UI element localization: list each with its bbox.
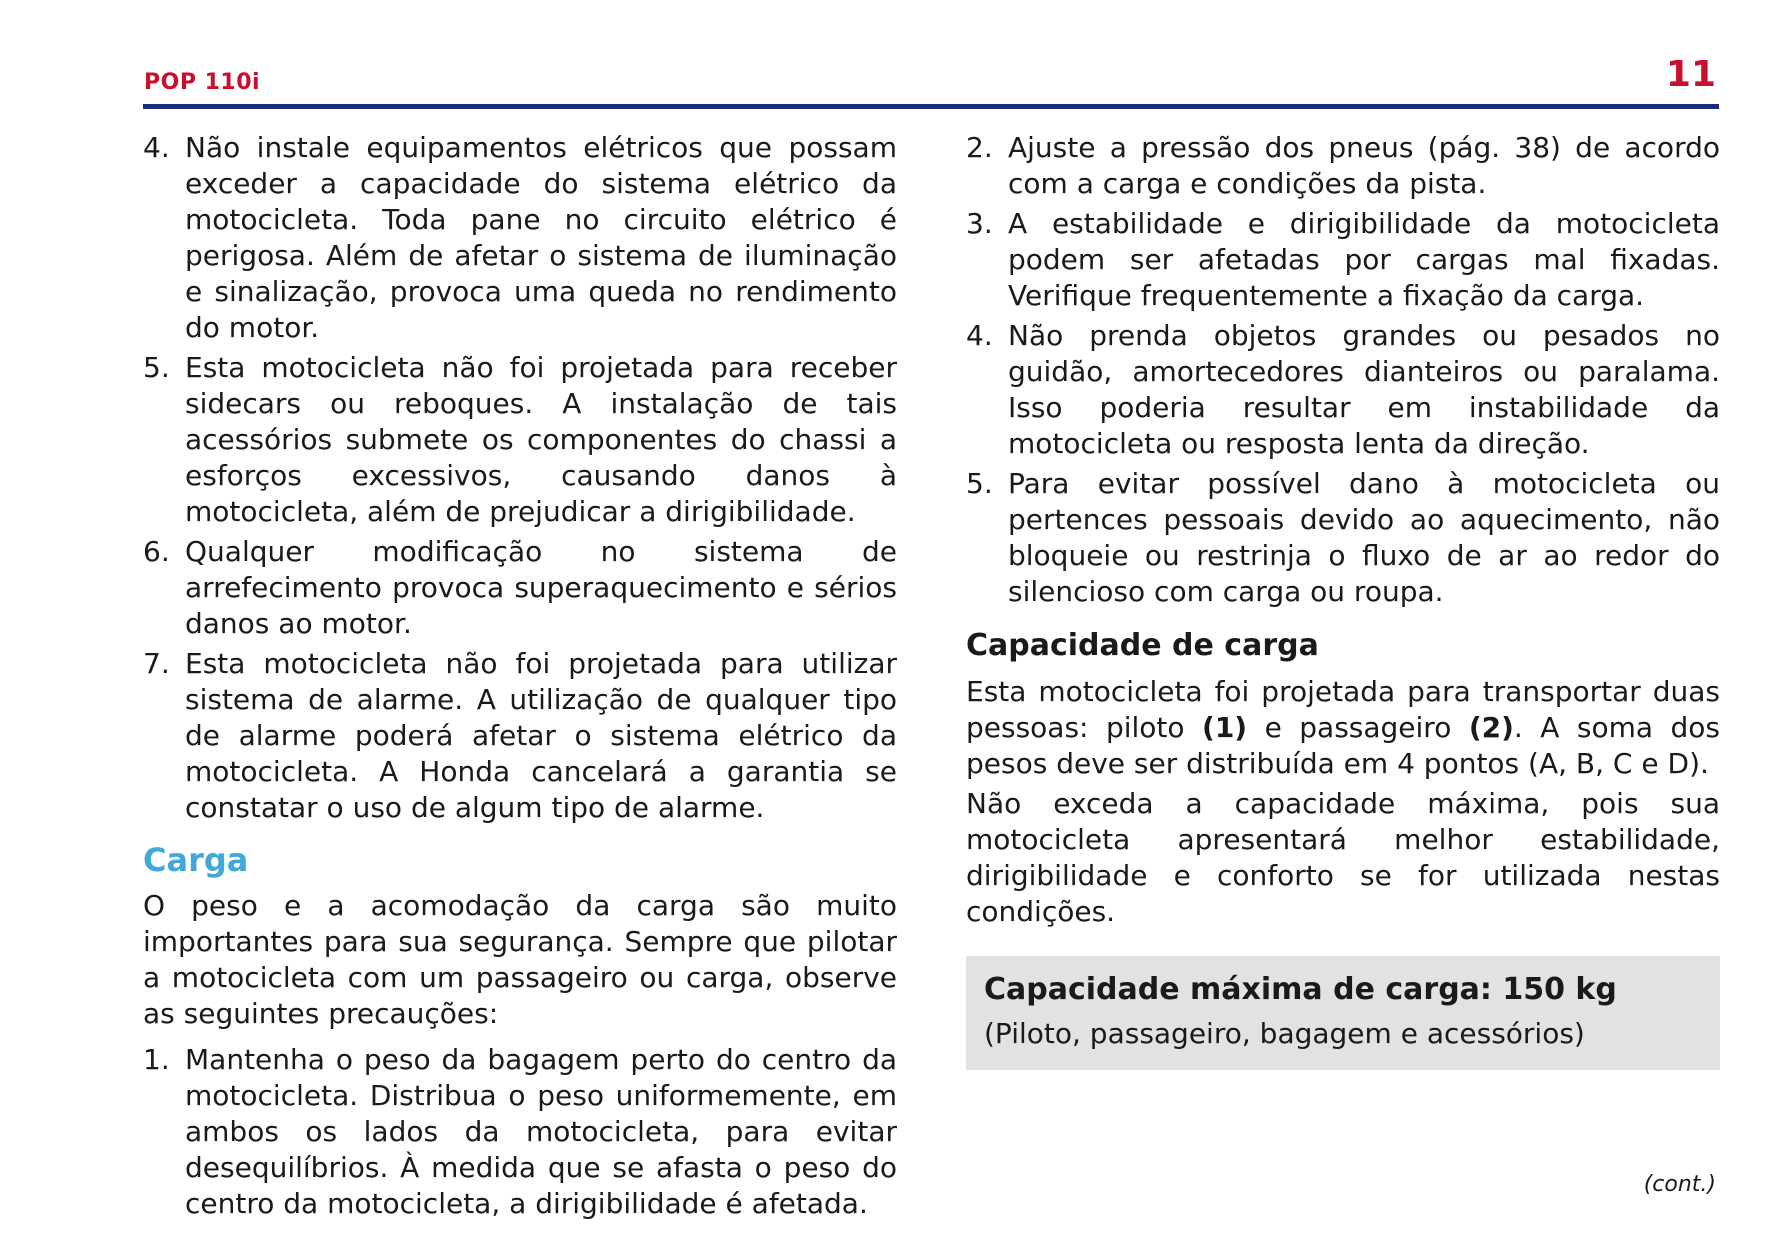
model-name: POP 110i (144, 70, 261, 95)
max-load-title: Capacidade máxima de carga: 150 kg (984, 972, 1617, 1007)
item-number: 1. (143, 1043, 170, 1076)
precautions-list-bottom (143, 1042, 897, 1222)
item-text: Para evitar possível dano à motocicleta ou pertences pessoais devido ao aquecimento, não bloqueie ou restrinja o fluxo de ar ao redor do silencioso com carga ou roupa. (1008, 467, 1720, 608)
section-title-capacidade: Capacidade de carga (966, 628, 1319, 663)
page-number: 11 (1665, 54, 1716, 95)
item-number: 4. (143, 131, 170, 164)
capacidade-text-a: Esta motocicleta foi projetada para transportar duas pessoas: piloto (966, 675, 1720, 744)
item-text: Ajuste a pressão dos pneus (pág. 38) de acordo com a carga e condições da pista. (1008, 131, 1720, 200)
list-item (966, 466, 1720, 610)
precautions-list-top (143, 130, 897, 826)
section-title-carga: Carga (143, 841, 249, 879)
item-text: A estabilidade e dirigibilidade da motocicleta podem ser afetadas por cargas mal fixadas. Verifique frequentemente a fixação da carga. (1008, 207, 1720, 312)
list-item (143, 1042, 897, 1222)
continued-label: (cont.) (1643, 1172, 1716, 1197)
list-item (966, 206, 1720, 314)
right-column (966, 130, 1720, 1070)
item-text: Mantenha o peso da bagagem perto do centro da motocicleta. Distribua o peso uniformemente, em ambos os lados da motocicleta, para evitar desequilíbrios. À medida que se afasta o peso do centro da motocicleta, a dirigibilidade é afetada. (185, 1043, 897, 1220)
item-text: Esta motocicleta não foi projetada para utilizar sistema de alarme. A utilização de qualquer tipo de alarme poderá afetar o sistema elétrico da motocicleta. A Honda cancelará a garantia se constatar o uso de algum tipo de alarme. (185, 647, 897, 824)
list-item (143, 534, 897, 642)
max-load-box (966, 956, 1720, 1070)
list-item (143, 350, 897, 530)
item-number: 2. (966, 131, 993, 164)
precautions-list-continued (966, 130, 1720, 610)
passenger-reference: (2) (1468, 711, 1514, 744)
capacidade-paragraph-2: Não exceda a capacidade máxima, pois sua motocicleta apresentará melhor estabilidade, dirigibilidade e conforto se for utilizada nestas condições. (966, 787, 1720, 928)
capacidade-paragraph-1 (966, 674, 1720, 782)
item-number: 6. (143, 535, 170, 568)
list-item (143, 130, 897, 346)
item-text: Esta motocicleta não foi projetada para receber sidecars ou reboques. A instalação de tais acessórios submete os componentes do chassi a esforços excessivos, causando danos à motocicleta, além de prejudicar a dirigibilidade. (185, 351, 897, 528)
carga-intro: O peso e a acomodação da carga são muito importantes para sua segurança. Sempre que pilotar a motocicleta com um passageiro ou carga, observe as seguintes precauções: (143, 889, 897, 1030)
item-number: 5. (143, 351, 170, 384)
max-load-subtitle: (Piloto, passageiro, bagagem e acessórios) (984, 1017, 1585, 1050)
item-text: Qualquer modificação no sistema de arrefecimento provoca superaquecimento e sérios danos ao motor. (185, 535, 897, 640)
capacidade-text-c: . A soma dos pesos deve ser distribuída em 4 pontos (A, B, C e D). (966, 711, 1721, 780)
header-divider (143, 104, 1719, 109)
item-number: 4. (966, 319, 993, 352)
item-text: Não prenda objetos grandes ou pesados no guidão, amortecedores dianteiros ou paralama. Isso poderia resultar em instabilidade da motocicleta ou resposta lenta da direção. (1008, 319, 1720, 460)
rider-reference: (1) (1202, 711, 1248, 744)
capacidade-text-b: e passageiro (1247, 711, 1469, 744)
item-number: 5. (966, 467, 993, 500)
item-text: Não instale equipamentos elétricos que possam exceder a capacidade do sistema elétrico da motocicleta. Toda pane no circuito elétrico é perigosa. Além de afetar o sistema de iluminação e sinalização, provoca uma queda no rendimento do motor. (185, 131, 897, 344)
item-number: 7. (143, 647, 170, 680)
left-column (143, 130, 897, 1226)
list-item (966, 318, 1720, 462)
item-number: 3. (966, 207, 993, 240)
list-item (143, 646, 897, 826)
list-item (966, 130, 1720, 202)
